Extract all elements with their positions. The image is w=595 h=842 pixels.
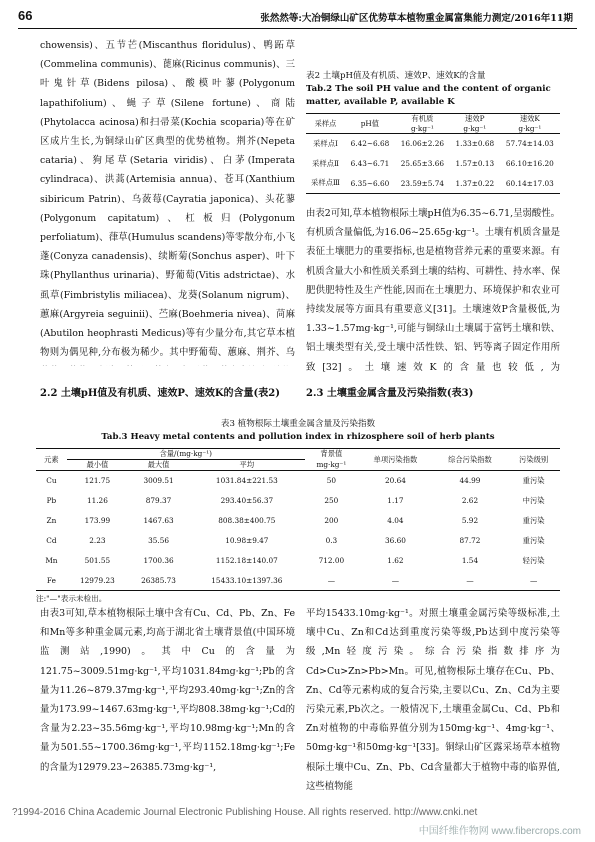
table2-unit: g·kg⁻¹ xyxy=(463,124,487,133)
table-row xyxy=(306,174,560,194)
table-cell: 808.38±400.75 xyxy=(218,516,276,525)
table2-caption-cn: 表2 土壤pH值及有机质、速效P、速效K的含量 xyxy=(306,71,486,81)
table3-group-header: 含量/(mg·kg⁻¹) xyxy=(67,449,305,460)
table3-header-min: 最小值 xyxy=(86,460,109,469)
table-cell: 1.17 xyxy=(387,496,404,505)
table2 xyxy=(306,113,560,194)
table-row xyxy=(36,571,560,591)
table-cell: 1.62 xyxy=(387,556,404,565)
table-cell: 重污染 xyxy=(522,535,545,545)
table-cell: 35.56 xyxy=(148,536,169,545)
body-paragraph-bottom-left: 由表3可知,草本植物根际土壤中含有Cu、Cd、Pb、Zn、Fe和Mn等多种重金属元素,均高于湖北省土壤背景值(中国环境监测站,1990)。其中Cu的含量为121.75~3009.51mg·kg⁻¹,平均1031.84mg·kg⁻¹;Pb的含量为11.26~879.37mg·kg⁻¹,平均293.40mg·kg⁻¹;Zn的含量为173.99~1467.63mg·kg⁻¹,平均808.38mg·kg⁻¹;Cd的含量为2.23~35.56mg·kg⁻¹,平均10.98mg·kg⁻¹;Mn的含量为501.55~1700.36mg·kg⁻¹,平均1152.18mg·kg⁻¹;Fe的含量为12979.23~26385.73mg·kg⁻¹, xyxy=(40,608,295,773)
table3-header-level: 污染级别 xyxy=(519,454,549,464)
table-cell: — xyxy=(466,575,474,585)
table-cell: 66.10±16.20 xyxy=(505,159,554,168)
table-cell: 20.64 xyxy=(384,476,406,486)
table-cell: 250 xyxy=(324,496,339,505)
table-cell: Cu xyxy=(46,476,57,486)
table2-caption-en: Tab.2 The soil PH value and the content of organic matter, available P, available K xyxy=(306,84,551,107)
table3-header-element: 元素 xyxy=(44,454,59,464)
right-column xyxy=(306,204,560,376)
table2-unit: g·kg⁻¹ xyxy=(518,124,542,133)
table-row xyxy=(36,551,560,571)
table-cell: 重污染 xyxy=(522,475,545,485)
table-cell: 25.65±3.66 xyxy=(400,159,444,168)
body-paragraph-left: chowensis)、五节芒(Miscanthus floridulus)、鸭跖草(Commelina communis)、蓖麻(Ricinus communis)、三叶鬼针草(Bidens pilosa)、酸模叶蓼(Polygonum lapathifolium)、蝇子草(Silene fortune)、商陆(Phytolacca acinosa)和扫帚菜(Kochia scoparia)等在矿区成片生长,为铜绿山矿区典型的优势植物。荆芥(Nepeta cataria)、狗尾草(Setaria viridis)、白茅(Imperata cylindraca)、洪蒿(Artemisia annua)、苍耳(Xanthium sibiricum Patrin)、乌蔹莓(Cayratia japonica)、头花蓼(Polygonum capitatum)、杠板归(Polygonum perfoliatum)、葎草(Humulus scandens)等零散分布,小飞蓬(Conyza canadensis)、续断菊(Sonchus asper)、叶下珠(Phyllanthus urinaria)、野葡萄(Vitis adstrictae)、水虱草(Fimbristylis miliacea)、龙葵(Solanum nigrum)、蕙麻(Argyreia seguinii)、苎麻(Boehmeria nivea)、苘麻(Abutilon heophrasti Medicus)等有少量分布,其它草本植物则为偶见种,分布极为稀少。其中野葡萄、蕙麻、荆芥、乌 xyxy=(40,40,295,359)
table-cell: 293.40±56.37 xyxy=(220,496,274,505)
table-cell: 采样点Ⅰ xyxy=(313,138,338,148)
table-cell: 重污染 xyxy=(522,515,545,525)
bottom-left-column xyxy=(40,604,295,800)
running-title: 张然然等:大冶铜绿山矿区优势草本植物重金属富集能力测定/2016年11期 xyxy=(260,13,573,24)
header-rule xyxy=(18,28,577,29)
table-cell: Mn xyxy=(45,556,58,565)
table3-header-mean: 平均 xyxy=(239,460,255,469)
table-cell: 1.37±0.22 xyxy=(455,178,495,188)
table-cell: 200 xyxy=(324,516,339,525)
table2-header-k: 速效K xyxy=(519,114,540,123)
table2-block xyxy=(306,70,560,194)
table-row xyxy=(306,134,560,154)
table-cell: 712.00 xyxy=(318,556,345,565)
table-cell: 121.75 xyxy=(84,476,111,486)
table-cell: — xyxy=(327,575,336,585)
table3-caption-en: Tab.3 Heavy metal contents and pollution index in rhizosphere soil of herb plants xyxy=(101,432,495,442)
table-cell: 23.59±5.74 xyxy=(400,178,444,188)
table-cell: 3009.51 xyxy=(143,476,174,486)
table3-header-comp: 综合污染指数 xyxy=(448,454,492,464)
table-cell: 2.62 xyxy=(461,496,479,505)
table3-note: 注:"—"表示未检出。 xyxy=(36,594,107,603)
table-cell: 11.26 xyxy=(86,496,108,505)
table-cell: 1152.18±140.07 xyxy=(215,556,278,565)
section-heading-2-3: 2.3 土壤重金属含量及污染指数(表3) xyxy=(306,388,474,399)
table-cell: 1.33±0.68 xyxy=(455,139,495,149)
table-cell: 1031.84±221.53 xyxy=(215,476,278,486)
watermark: 中国纤维作物网 www.fibercrops.com xyxy=(418,826,581,837)
table3-header-bg: 背景值 xyxy=(320,449,343,459)
table-cell: 0.3 xyxy=(325,536,338,545)
table3-header-single: 单项污染指数 xyxy=(373,454,418,464)
table-cell: 中污染 xyxy=(522,495,545,505)
table-cell: — xyxy=(529,575,538,585)
table3 xyxy=(36,448,560,591)
bottom-right-column xyxy=(306,604,560,800)
footer-copyright: ?1994-2016 China Academic Journal Electronic Publishing House. All rights reserved. http://www.cnki.net xyxy=(12,807,478,818)
table3-block xyxy=(36,418,560,604)
table-cell: 26385.73 xyxy=(141,575,176,585)
table-cell: 12979.23 xyxy=(79,575,115,585)
table-cell: 1700.36 xyxy=(143,556,174,565)
body-paragraph-right: 由表2可知,草本植物根际土壤pH值为6.35~6.71,呈弱酸性。有机质含量偏低,为16.06~25.65g·kg⁻¹。土壤有机质含量是表征土壤肥力的重要指标,也是植物营养元素的重要来源。有机质含量大小和性质关系到土壤的结构、可耕性、持水率、保肥供肥特性及生产性能,因而在土壤肥力、环境保护和农业可持续发展等方面具有重要意义[31]。土壤速效P含量极低,为1.33~1.57mg·kg⁻¹,可能与铜绿山土壤属于富钙土壤和铁、铝土壤类型有关,受土壤中活性铁、铝、钙等离子固定作用所致[32]。土壤速效K的含量也较低,为 xyxy=(306,208,560,373)
table-cell: 2.23 xyxy=(89,536,106,545)
table-cell: 44.99 xyxy=(459,476,481,486)
table-cell: 采样点Ⅲ xyxy=(311,178,340,188)
table-cell: 1.57±0.13 xyxy=(455,159,495,168)
table-cell: 60.14±17.03 xyxy=(505,178,554,188)
table-cell: Fe xyxy=(46,575,56,585)
table-cell: 6.43~6.71 xyxy=(350,159,390,168)
table-cell: 50 xyxy=(326,476,337,486)
table-cell: 6.42~6.68 xyxy=(350,139,390,149)
table-cell: 501.55 xyxy=(84,556,111,565)
left-column xyxy=(40,36,295,366)
table-row xyxy=(36,491,560,511)
table3-caption-cn: 表3 植物根际土壤重金属含量及污染指数 xyxy=(220,419,376,429)
table-cell: 5.92 xyxy=(461,516,479,525)
table-cell: 879.37 xyxy=(145,496,172,505)
table-cell: Cd xyxy=(46,536,57,545)
table2-header-om: 有机质 xyxy=(411,114,434,123)
table2-header-p: 速效P xyxy=(465,114,485,123)
table-cell: Pb xyxy=(46,496,57,505)
table-cell: 轻污染 xyxy=(522,555,545,565)
body-paragraph-bottom-right: 平均15433.10mg·kg⁻¹。对照土壤重金属污染等级标准,土壤中Cu、Zn和Cd达到重度污染等级,Pb达到中度污染等级,Mn轻度污染。综合污染指数排序为Cd>Cu>Zn>Pb>Mn。可见,植物根际土壤存在Cu、Pb、Zn、Cd等元素构成的复合污染,主要以Cu、Zn、Cd为主要污染元素,Pb次之。一般情况下,土壤重金属Cu、Cd、Pb和Zn对植物的中毒临界值分别为150mg·kg⁻¹、4mg·kg⁻¹、50mg·kg⁻¹和50mg·kg⁻¹[33]。铜绿山矿区露采场草本植物根际土壤中Cu、Zn、Pb、Cd含量都大于植物中毒的临界值,这些植物能 xyxy=(306,608,560,792)
table-cell: — xyxy=(391,575,400,585)
table-cell: 10.98±9.47 xyxy=(225,536,269,545)
table2-header-site: 采样点 xyxy=(314,118,337,128)
table2-header-ph: pH值 xyxy=(360,118,380,128)
table-cell: 36.60 xyxy=(384,536,406,545)
page-number: 66 xyxy=(18,8,33,23)
table-cell: 16.06±2.26 xyxy=(400,139,444,149)
table-cell: Zn xyxy=(46,516,57,525)
table3-bg-unit: mg·kg⁻¹ xyxy=(316,460,347,470)
table-cell: 6.35~6.60 xyxy=(350,178,390,188)
section-heading-2-2: 2.2 土壤pH值及有机质、速效P、速效K的含量(表2) xyxy=(40,388,280,399)
table-cell: 采样点Ⅱ xyxy=(312,158,339,168)
table-cell: 15433.10±1397.36 xyxy=(211,575,283,585)
table-row xyxy=(306,154,560,174)
table-row xyxy=(36,531,560,551)
table-cell: 4.04 xyxy=(387,516,404,525)
table-cell: 173.99 xyxy=(84,516,111,525)
table-cell: 1.54 xyxy=(461,556,479,565)
table-row xyxy=(36,471,560,491)
table3-header-max: 最大值 xyxy=(147,460,170,469)
table2-unit: g·kg⁻¹ xyxy=(410,124,434,133)
table-row xyxy=(36,511,560,531)
table-cell: 1467.63 xyxy=(143,516,174,525)
table-cell: 57.74±14.03 xyxy=(505,139,554,149)
table-cell: 87.72 xyxy=(459,536,481,545)
